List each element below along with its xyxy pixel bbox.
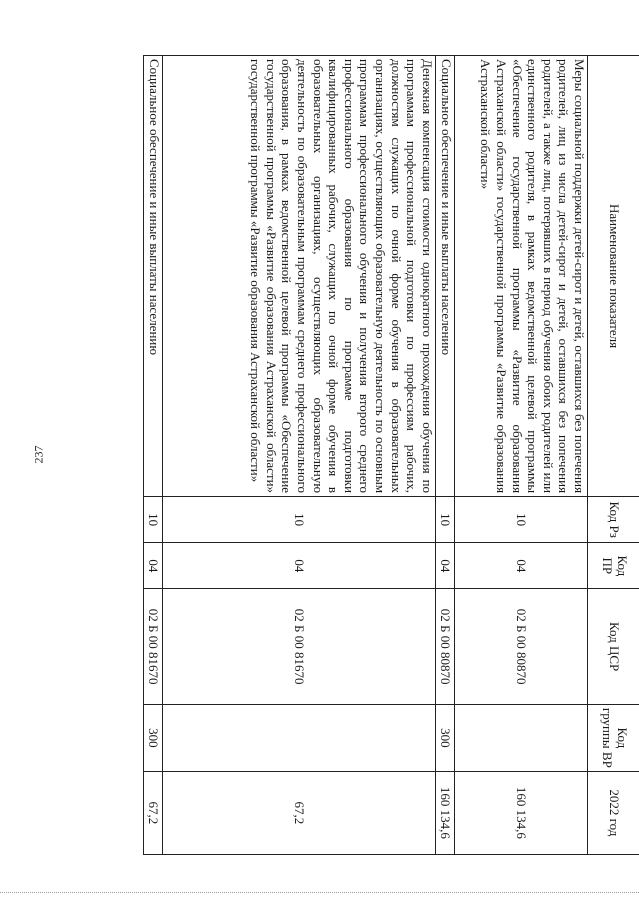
row-vr: 300 (435, 704, 454, 771)
table-row (454, 56, 587, 855)
header-year: 2022 год (588, 771, 639, 854)
row-csr: 02 Б 00 81670 (162, 589, 435, 704)
header-pr: Код ПР (588, 543, 639, 589)
row-rz: 10 (435, 497, 454, 543)
row-csr: 02 Б 00 80870 (454, 589, 587, 704)
scan-edge-divider (0, 892, 639, 893)
row-csr: 02 Б 00 81670 (144, 589, 163, 704)
row-name: Социальное обеспечение и иные выплаты населению (144, 56, 163, 497)
row-pr: 04 (162, 543, 435, 589)
row-vr (162, 704, 435, 771)
row-vr (454, 704, 587, 771)
row-name: Социальное обеспечение и иные выплаты населению (435, 56, 454, 497)
row-name: Денежная компенсация стоимости однократного прохождения обучения по программам профессиональной подготовки по профессиям рабочих, должностям служащих по очной форме обучения в образовательных организациях, осуществляющих образовательную деятельность по основным программам профессионального обучения и получения второго среднего профессионального образования по программе подготовки квалифицированных рабочих, служащих по очной форме обучения в образовательных организациях, осуществляющих образовательную деятельность по образовательным программам среднего профессионального образования, в рамках ведомственной целевой программы «Обеспечение государственной программы «Развитие образования Астраханской области» государственной программы «Развитие образования Астраханской области» (162, 56, 435, 497)
table-header-row (588, 56, 639, 855)
budget-table (143, 55, 639, 855)
row-vr: 300 (144, 704, 163, 771)
row-pr: 04 (435, 543, 454, 589)
row-rz: 10 (162, 497, 435, 543)
budget-table-rotated (143, 55, 639, 855)
header-vr: Код группы ВР (588, 704, 639, 771)
header-csr: Код ЦСР (588, 589, 639, 704)
row-year-value: 160 134,6 (454, 771, 587, 854)
row-rz: 10 (144, 497, 163, 543)
table-row (435, 56, 454, 855)
header-rz: Код Рз (588, 497, 639, 543)
row-year-value: 67,2 (144, 771, 163, 854)
row-name: Меры социальной поддержки детей-сирот и детей, оставшихся без попечения родителей, лиц из числа детей-сирот и детей, оставшихся без попечения родителей, а также лиц, потерявших в период обучения обоих родителей или единственного родителя, в рамках ведомственной целевой программы «Обеспечение государственной программы «Развитие образования Астраханской области» государственной программы «Развитие образования Астраханской области» (454, 56, 587, 497)
row-rz: 10 (454, 497, 587, 543)
header-name: Наименование показателя (588, 56, 639, 497)
row-csr: 02 Б 00 80870 (435, 589, 454, 704)
table-row (162, 56, 435, 855)
row-year-value: 160 134,6 (435, 771, 454, 854)
row-pr: 04 (144, 543, 163, 589)
row-pr: 04 (454, 543, 587, 589)
table-row (144, 56, 163, 855)
page-number: 237 (31, 445, 46, 464)
row-year-value: 67,2 (162, 771, 435, 854)
